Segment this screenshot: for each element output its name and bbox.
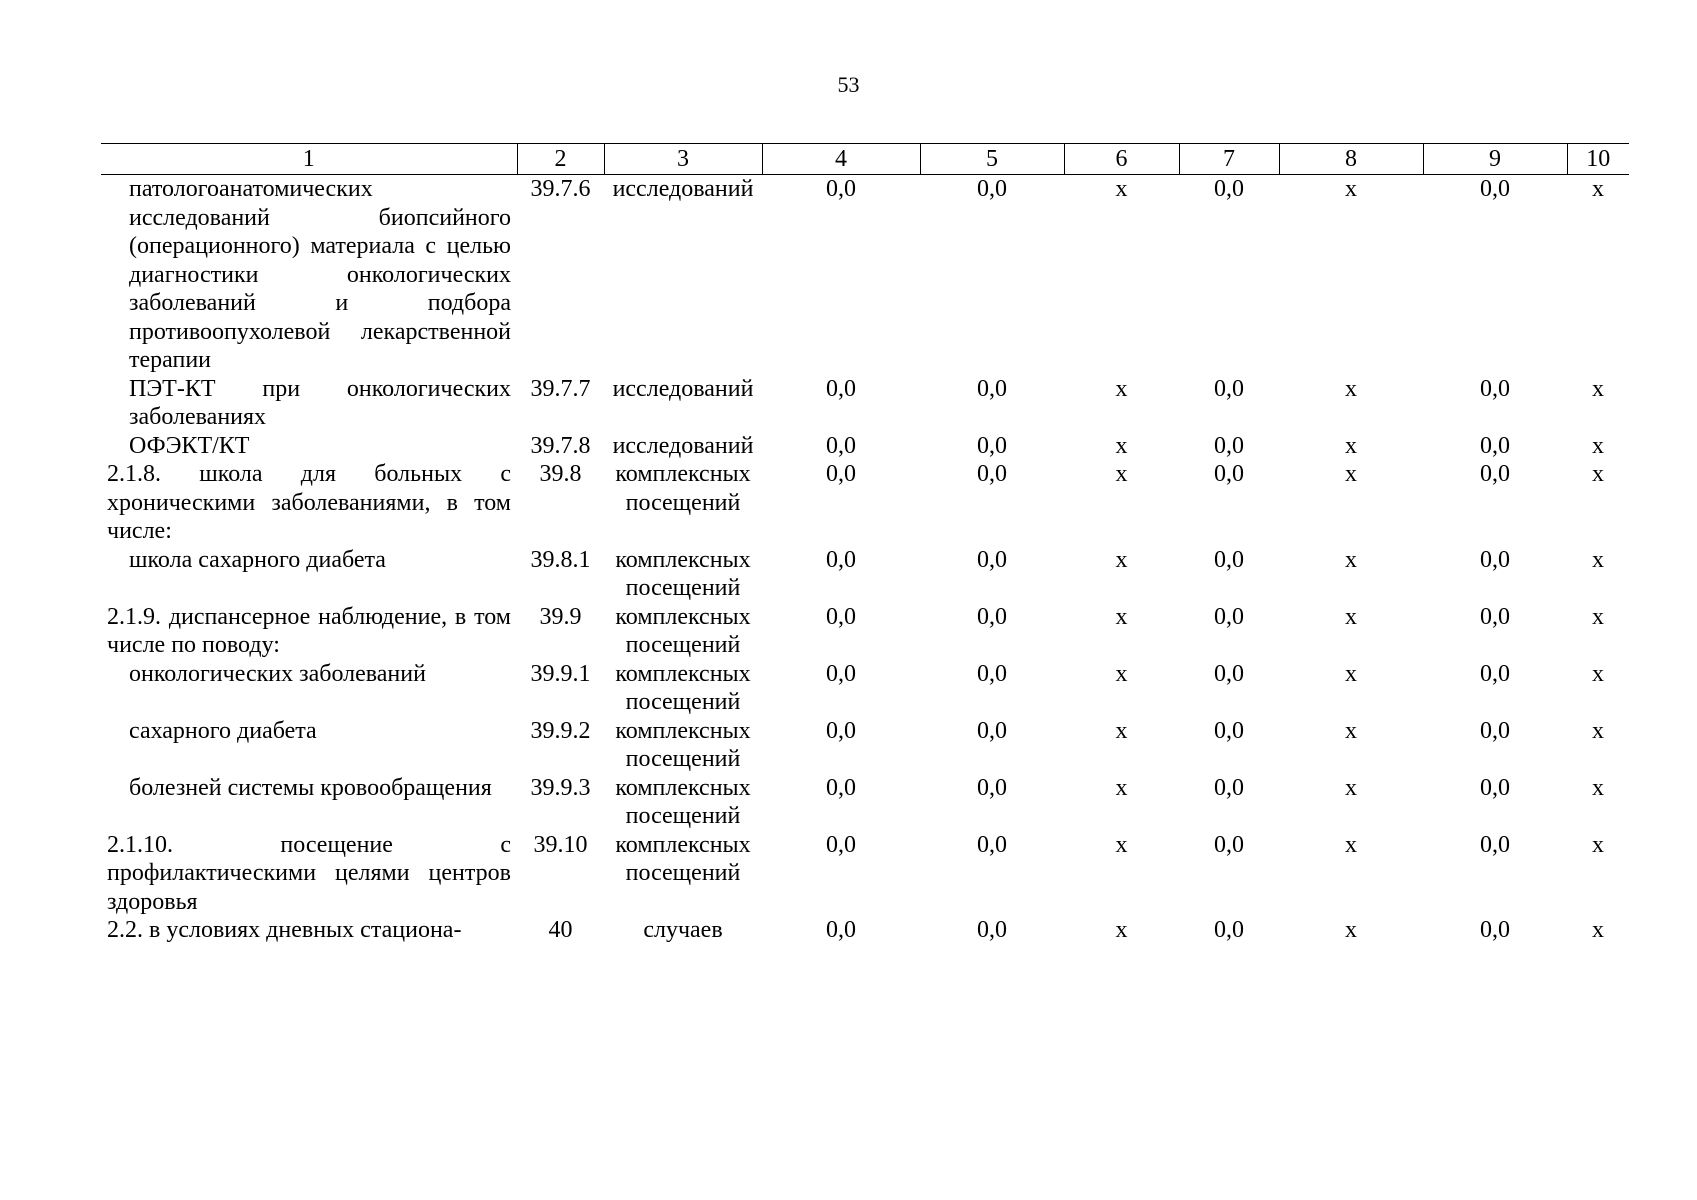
table-row	[101, 375, 1629, 432]
row-value-col-10: х	[1592, 717, 1604, 744]
table-row	[101, 460, 1629, 546]
row-value-col-8: х	[1345, 603, 1357, 630]
row-value-col-10: х	[1592, 432, 1604, 459]
row-value-col-6: х	[1115, 461, 1128, 487]
row-value-col-7: 0,0	[1214, 831, 1244, 858]
row-value-col-9: 0,0	[1480, 432, 1510, 459]
row-unit: исследований	[612, 432, 754, 459]
row-name: 2.1.8. школа для больных с хроническими заболеваниями, в том числе:	[107, 461, 511, 544]
row-value-col-9: 0,0	[1480, 717, 1510, 744]
row-value-col-4: 0,0	[826, 603, 856, 630]
row-value-col-5: 0,0	[977, 660, 1007, 687]
row-unit: комплексных посещений	[615, 546, 751, 601]
row-code: 39.7.6	[530, 176, 591, 202]
row-value-col-9: 0,0	[1480, 546, 1510, 573]
row-unit: комплексных посещений	[615, 660, 751, 715]
row-value-col-8: х	[1345, 546, 1357, 573]
table-row	[101, 774, 1629, 831]
column-header-3: 3	[604, 144, 762, 175]
row-name: 2.1.10. посещение с профилактическими целями центров здоровья	[107, 831, 511, 915]
table-header	[101, 144, 1629, 175]
row-value-col-8: х	[1345, 176, 1357, 202]
row-unit: исследований	[612, 375, 754, 402]
row-unit: комплексных посещений	[615, 603, 751, 658]
row-value-col-7: 0,0	[1214, 461, 1244, 487]
row-value-col-8: х	[1345, 432, 1357, 459]
row-code: 39.9.2	[530, 717, 591, 744]
row-value-col-4: 0,0	[826, 461, 856, 487]
row-value-col-7: 0,0	[1214, 603, 1244, 630]
row-value-col-6: х	[1115, 717, 1128, 744]
row-value-col-7: 0,0	[1214, 917, 1244, 943]
row-value-col-7: 0,0	[1214, 717, 1244, 744]
row-value-col-5: 0,0	[977, 176, 1007, 202]
row-value-col-7: 0,0	[1214, 375, 1244, 402]
row-unit: исследований	[612, 176, 754, 202]
row-value-col-5: 0,0	[977, 461, 1007, 487]
row-name: онкологических заболеваний	[129, 660, 426, 687]
row-value-col-6: х	[1115, 546, 1128, 573]
row-value-col-5: 0,0	[977, 603, 1007, 630]
row-unit: комплексных посещений	[615, 461, 751, 516]
row-value-col-4: 0,0	[826, 546, 856, 573]
page-number: 53	[837, 72, 860, 97]
row-value-col-9: 0,0	[1480, 603, 1510, 630]
column-header-1: 1	[101, 144, 517, 175]
row-value-col-10: х	[1592, 917, 1604, 943]
row-code: 39.9	[539, 603, 582, 630]
row-value-col-9: 0,0	[1480, 831, 1510, 858]
row-code: 39.7.7	[530, 375, 591, 402]
row-code: 40	[548, 917, 573, 943]
row-value-col-9: 0,0	[1480, 375, 1510, 402]
row-value-col-4: 0,0	[826, 831, 856, 858]
table-row	[101, 603, 1629, 660]
row-value-col-8: х	[1345, 375, 1357, 402]
row-value-col-4: 0,0	[826, 774, 856, 801]
column-header-10: 10	[1567, 144, 1629, 175]
row-value-col-4: 0,0	[826, 176, 856, 202]
row-value-col-4: 0,0	[826, 660, 856, 687]
row-value-col-10: х	[1592, 546, 1604, 573]
table-row	[101, 660, 1629, 717]
row-name: патологоанатомических исследований биопсийного (операционного) материала с целью диагностики онкологических заболеваний и подбора противоопухолевой лекарственной терапии	[129, 176, 511, 373]
row-value-col-5: 0,0	[977, 546, 1007, 573]
row-code: 39.9.1	[530, 660, 591, 687]
row-name: школа сахарного диабета	[129, 546, 386, 573]
column-header-2: 2	[517, 144, 604, 175]
row-value-col-6: х	[1115, 917, 1128, 943]
row-value-col-6: х	[1115, 176, 1128, 202]
row-value-col-7: 0,0	[1214, 432, 1244, 459]
data-table	[101, 143, 1629, 945]
row-value-col-4: 0,0	[826, 375, 856, 402]
row-value-col-4: 0,0	[826, 432, 856, 459]
row-value-col-5: 0,0	[977, 375, 1007, 402]
row-value-col-8: х	[1345, 660, 1357, 687]
table-row	[101, 432, 1629, 461]
table-row	[101, 831, 1629, 917]
row-value-col-6: х	[1115, 432, 1128, 459]
row-value-col-10: х	[1592, 774, 1604, 801]
row-value-col-5: 0,0	[977, 432, 1007, 459]
row-name: 2.1.9. диспансерное наблюдение, в том числе по поводу:	[107, 603, 511, 658]
row-value-col-5: 0,0	[977, 831, 1007, 858]
row-name: болезней системы кровообращения	[129, 774, 492, 801]
table-row	[101, 546, 1629, 603]
row-value-col-8: х	[1345, 717, 1357, 744]
row-code: 39.10	[533, 831, 588, 858]
row-value-col-10: х	[1592, 176, 1604, 202]
row-name: сахарного диабета	[129, 717, 317, 744]
row-value-col-4: 0,0	[826, 917, 856, 943]
row-value-col-10: х	[1592, 461, 1604, 487]
row-value-col-7: 0,0	[1214, 546, 1244, 573]
row-code: 39.8	[539, 461, 582, 487]
row-value-col-6: х	[1115, 375, 1128, 402]
row-value-col-8: х	[1345, 831, 1357, 858]
row-value-col-9: 0,0	[1480, 774, 1510, 801]
column-header-7: 7	[1179, 144, 1279, 175]
row-value-col-9: 0,0	[1480, 461, 1510, 487]
row-value-col-8: х	[1345, 461, 1357, 487]
row-name: 2.2. в условиях дневных стациона-	[107, 917, 462, 943]
row-value-col-7: 0,0	[1214, 774, 1244, 801]
table-row	[101, 175, 1629, 375]
row-value-col-10: х	[1592, 375, 1604, 402]
table-row	[101, 717, 1629, 774]
row-value-col-5: 0,0	[977, 917, 1007, 943]
column-header-8: 8	[1279, 144, 1423, 175]
column-header-6: 6	[1064, 144, 1179, 175]
row-name: ОФЭКТ/КТ	[129, 432, 250, 459]
column-header-9: 9	[1423, 144, 1567, 175]
row-value-col-9: 0,0	[1480, 176, 1510, 202]
table-row	[101, 916, 1629, 945]
row-value-col-8: х	[1345, 774, 1357, 801]
row-value-col-5: 0,0	[977, 774, 1007, 801]
row-unit: комплексных посещений	[615, 831, 751, 886]
row-code: 39.8.1	[530, 546, 591, 573]
row-code: 39.9.3	[530, 774, 591, 801]
row-value-col-6: х	[1115, 774, 1128, 801]
column-header-5: 5	[920, 144, 1064, 175]
table-body	[101, 175, 1629, 945]
row-value-col-10: х	[1592, 660, 1604, 687]
row-value-col-6: х	[1115, 660, 1128, 687]
row-value-col-5: 0,0	[977, 717, 1007, 744]
row-value-col-9: 0,0	[1480, 917, 1510, 943]
row-value-col-10: х	[1592, 831, 1604, 858]
row-value-col-6: х	[1115, 831, 1128, 858]
row-name: ПЭТ-КТ при онкологических заболеваниях	[129, 375, 511, 430]
row-value-col-7: 0,0	[1214, 176, 1244, 202]
row-unit: комплексных посещений	[615, 774, 751, 829]
row-code: 39.7.8	[530, 432, 591, 459]
row-value-col-4: 0,0	[826, 717, 856, 744]
row-value-col-9: 0,0	[1480, 660, 1510, 687]
row-value-col-7: 0,0	[1214, 660, 1244, 687]
row-value-col-6: х	[1115, 603, 1128, 630]
row-unit: случаев	[643, 917, 723, 943]
column-header-4: 4	[762, 144, 920, 175]
row-value-col-8: х	[1345, 917, 1357, 943]
header-row	[101, 144, 1629, 175]
row-unit: комплексных посещений	[615, 717, 751, 772]
row-value-col-10: х	[1592, 603, 1604, 630]
